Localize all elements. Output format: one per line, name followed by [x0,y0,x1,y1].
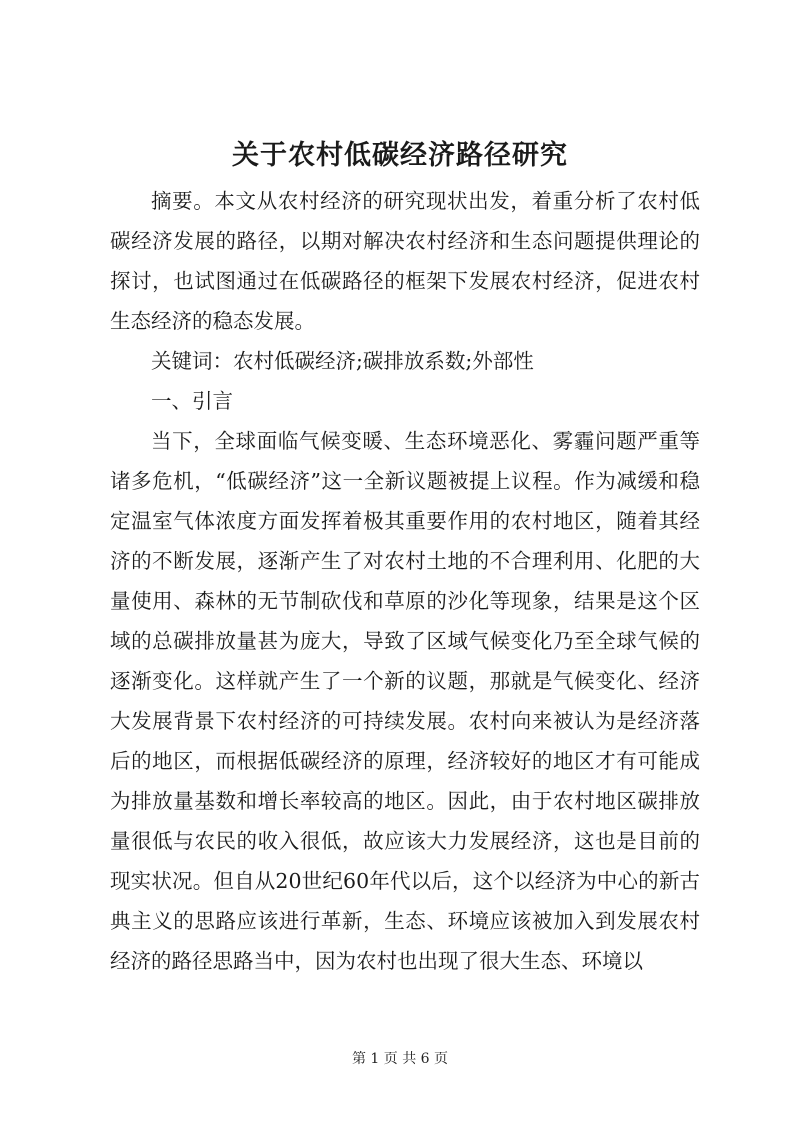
document-body [110,181,700,981]
page-number-footer: 第 1 页 共 6 页 [351,1051,449,1067]
abstract-paragraph: 摘要。本文从农村经济的研究现状出发，着重分析了农村低碳经济发展的路径，以期对解决农村经济和生态问题提供理论的探讨，也试图通过在低碳路径的框架下发展农村经济，促进农村生态经济的稳态发展。 [110,189,700,333]
document-title: 关于农村低碳经济路径研究 [232,140,568,171]
section-heading-introduction: 一、引言 [151,389,233,413]
introduction-paragraph: 当下，全球面临气候变暖、生态环境恶化、雾霾问题严重等诸多危机，“低碳经济”这一全新议题被提上议程。作为减缓和稳定温室气体浓度方面发挥着极其重要作用的农村地区，随着其经济的不断发展，逐渐产生了对农村土地的不合理利用、化肥的大量使用、森林的无节制砍伐和草原的沙化等现象，结果是这个区域的总碳排放量甚为庞大，导致了区域气候变化乃至全球气候的逐渐变化。这样就产生了一个新的议题，那就是气候变化、经济大发展背景下农村经济的可持续发展。农村向来被认为是经济落后的地区，而根据低碳经济的原理，经济较好的地区才有可能成为排放量基数和增长率较高的地区。因此，由于农村地区碳排放量很低与农民的收入很低，故应该大力发展经济，这也是目前的现实状况。但自从20世纪60年代以后，这个以经济为中心的新古典主义的思路应该进行革新，生态、环境应该被加入到发展农村经济的路径思路当中，因为农村也出现了很大生态、环境以 [110,429,700,973]
keywords-paragraph: 关键词：农村低碳经济;碳排放系数;外部性 [151,349,534,373]
